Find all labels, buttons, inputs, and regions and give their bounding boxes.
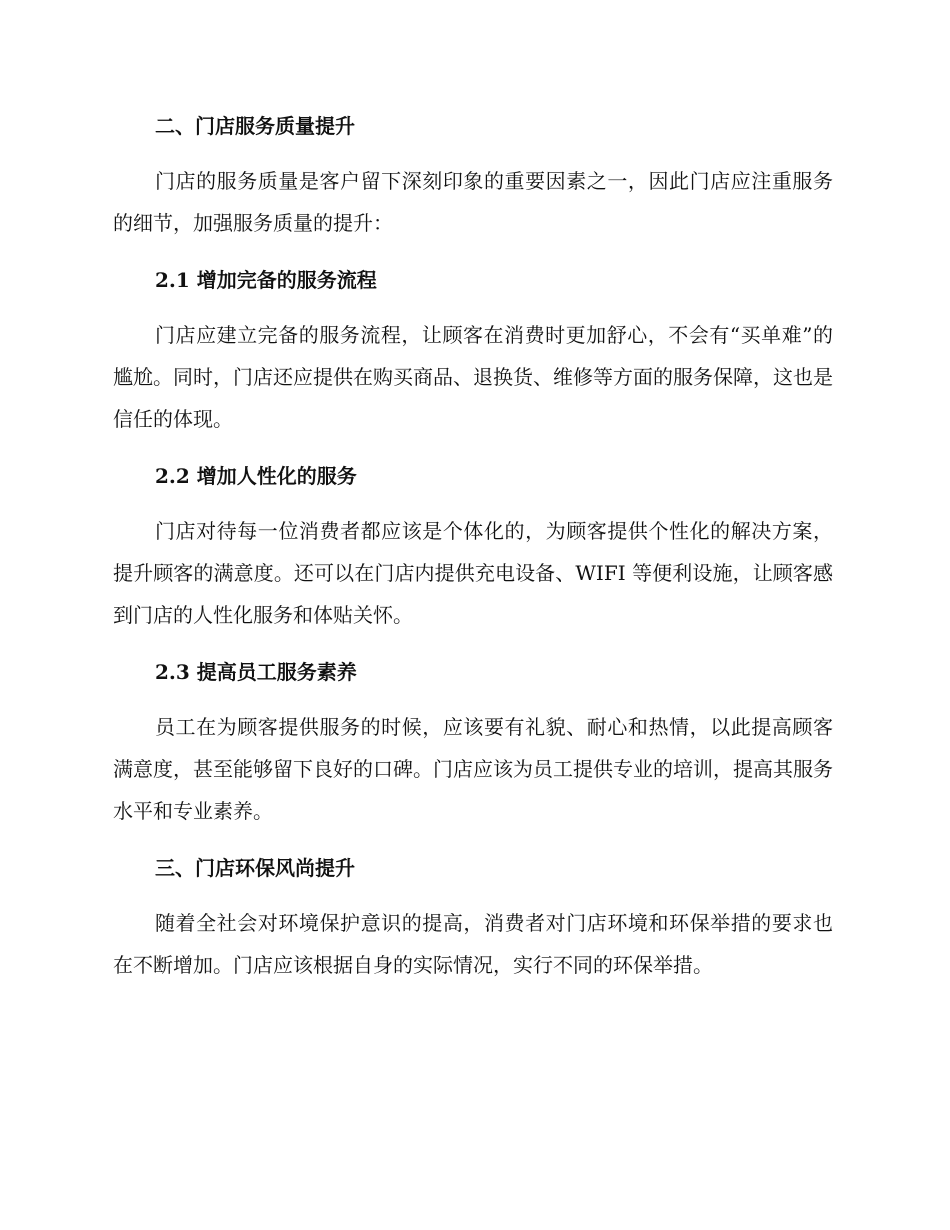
subsection-heading-2-1: 2.1 增加完备的服务流程 (155, 268, 377, 292)
subsection-paragraph-2-1: 门店应建立完备的服务流程，让顾客在消费时更加舒心，不会有“买单难”的尴尬。同时，门店还应提供在购买商品、退换货、维修等方面的服务保障，这也是信任的体现。 (113, 323, 833, 431)
subsection-heading-2-3: 2.3 提高员工服务素养 (155, 660, 357, 684)
subsection-paragraph-2-3: 员工在为顾客提供服务的时候，应该要有礼貌、耐心和热情，以此提高顾客满意度，甚至能够留下良好的口碑。门店应该为员工提供专业的培训，提高其服务水平和专业素养。 (113, 715, 833, 823)
section-paragraph-service-quality: 门店的服务质量是客户留下深刻印象的重要因素之一，因此门店应注重服务的细节，加强服务质量的提升： (113, 169, 833, 235)
section-paragraph-environment: 随着全社会对环境保护意识的提高，消费者对门店环境和环保举措的要求也在不断增加。门店应该根据自身的实际情况，实行不同的环保举措。 (113, 911, 833, 977)
subsection-heading-2-2: 2.2 增加人性化的服务 (155, 464, 357, 488)
section-heading-environment: 三、门店环保风尚提升 (155, 856, 355, 880)
section-heading-service-quality: 二、门店服务质量提升 (155, 114, 355, 138)
document-body (113, 110, 833, 986)
subsection-paragraph-2-2: 门店对待每一位消费者都应该是个体化的，为顾客提供个性化的解决方案，提升顾客的满意度。还可以在门店内提供充电设备、WIFI 等便利设施，让顾客感到门店的人性化服务和体贴关怀。 (113, 519, 833, 627)
